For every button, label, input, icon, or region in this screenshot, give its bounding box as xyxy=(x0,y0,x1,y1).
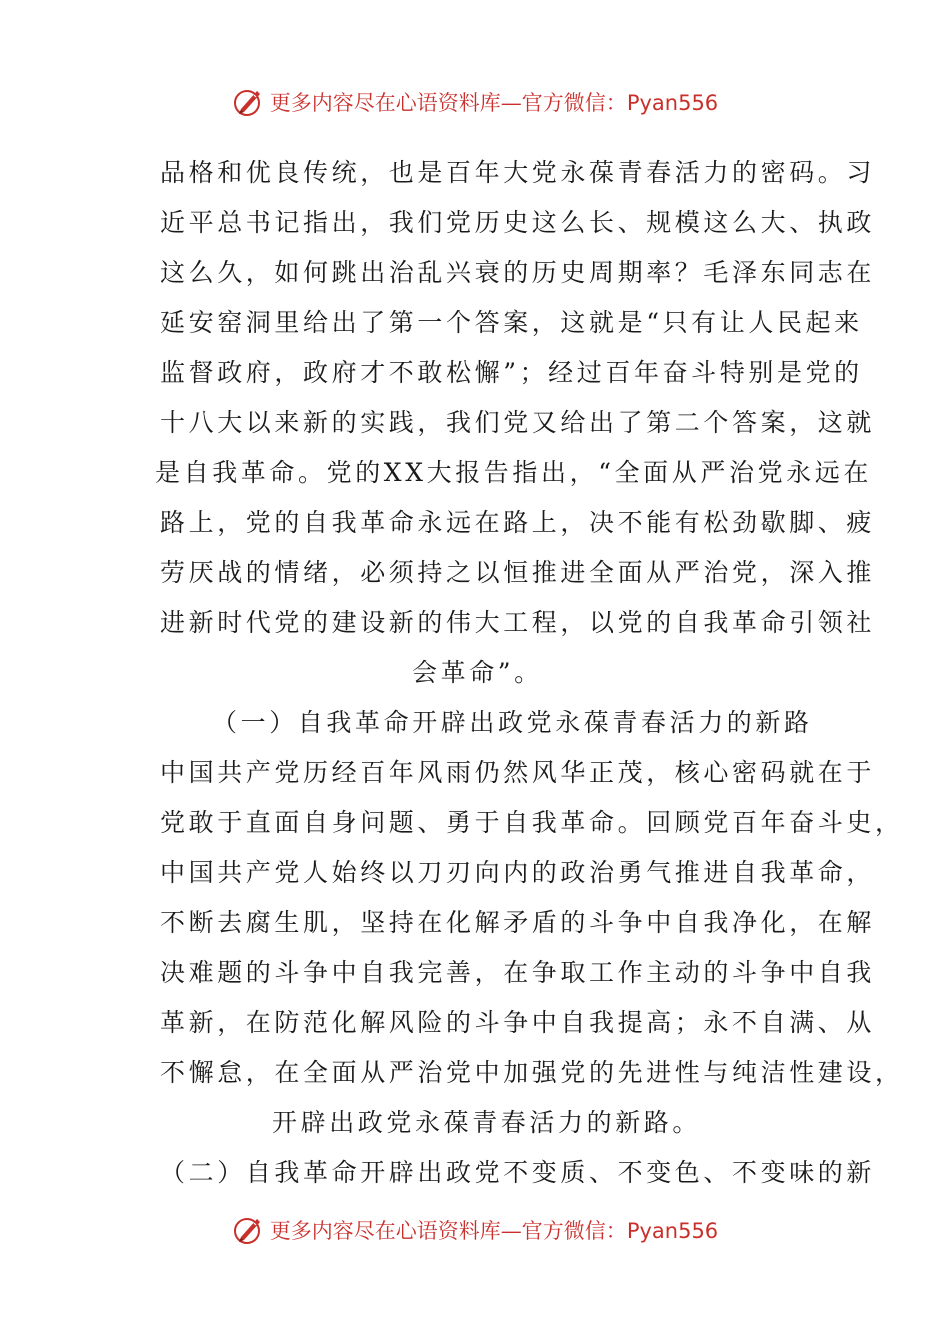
body-line: 不断去腐生肌，坚持在化解矛盾的斗争中自我净化，在解 xyxy=(160,908,876,937)
body-line: 十八大以来新的实践，我们党又给出了第二个答案，这就 xyxy=(160,408,876,437)
body-line: 会革命”。 xyxy=(412,658,543,687)
body-line: 开辟出政党永葆青春活力的新路。 xyxy=(272,1108,702,1137)
body-line: 决难题的斗争中自我完善，在争取工作主动的斗争中自我 xyxy=(160,958,876,987)
body-line: 近平总书记指出，我们党历史这么长、规模这么大、执政 xyxy=(160,208,876,237)
section-heading: （一）自我革命开辟出政党永葆青春活力的新路 xyxy=(212,708,813,737)
footer-wechat-id: Pyan556 xyxy=(626,1219,719,1243)
footer-banner-text: 更多内容尽在心语资料库—官方微信：Pyan556 xyxy=(269,1219,719,1243)
body-line: 延安窑洞里给出了第一个答案，这就是“只有让人民起来 xyxy=(160,308,863,337)
body-line: 不懈怠，在全面从严治党中加强党的先进性与纯洁性建设， xyxy=(160,1058,904,1087)
header-banner xyxy=(0,82,950,122)
pen-logo-icon xyxy=(232,85,266,119)
pen-logo-icon xyxy=(232,1213,266,1247)
body-line: 进新时代党的建设新的伟大工程，以党的自我革命引领社 xyxy=(160,608,876,637)
body-line: 党敢于直面自身问题、勇于自我革命。回顾党百年奋斗史， xyxy=(160,808,904,837)
header-wechat-id: Pyan556 xyxy=(626,91,719,115)
section-heading: （二）自我革命开辟出政党不变质、不变色、不变味的新 xyxy=(160,1158,876,1187)
body-line: 中国共产党人始终以刀刃向内的政治勇气推进自我革命， xyxy=(160,858,876,887)
footer-banner xyxy=(0,1210,950,1250)
body-line: 是自我革命。党的XX大报告指出，“全面从严治党永远在 xyxy=(155,458,872,487)
body-line: 路上，党的自我革命永远在路上，决不能有松劲歇脚、疲 xyxy=(160,508,876,537)
body-line: 这么久，如何跳出治乱兴衰的历史周期率？毛泽东同志在 xyxy=(160,258,876,287)
header-banner-text: 更多内容尽在心语资料库—官方微信：Pyan556 xyxy=(269,91,719,115)
body-line: 中国共产党历经百年风雨仍然风华正茂，核心密码就在于 xyxy=(160,758,876,787)
body-line: 革新，在防范化解风险的斗争中自我提高；永不自满、从 xyxy=(160,1008,876,1037)
body-line: 监督政府，政府才不敢松懈”；经过百年奋斗特别是党的 xyxy=(160,358,863,387)
body-line: 劳厌战的情绪，必须持之以恒推进全面从严治党，深入推 xyxy=(160,558,876,587)
body-line: 品格和优良传统，也是百年大党永葆青春活力的密码。习 xyxy=(160,158,876,187)
